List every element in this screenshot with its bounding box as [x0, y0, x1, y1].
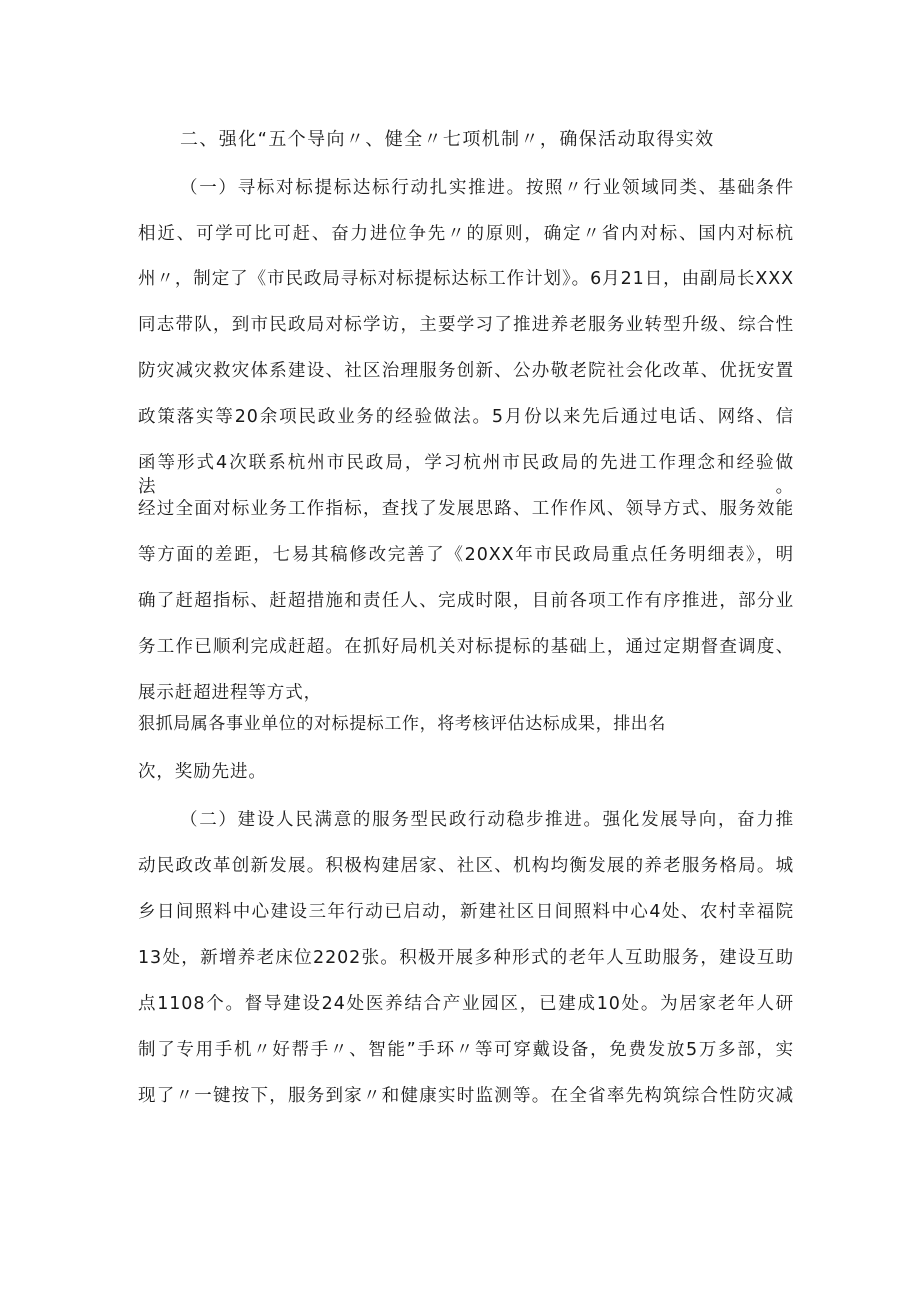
paragraph-line: 点1108个。督导建设24处医养结合产业园区，已建成10处。为居家老年人研 — [138, 994, 794, 1014]
paragraph-line: 展示赶超进程等方式， — [138, 683, 322, 703]
paragraph-line: 防灾减灾救灾体系建设、社区治理服务创新、公办敬老院社会化改革、优抚安置 — [138, 361, 794, 381]
paragraph-line: 等方面的差距，七易其稿修改完善了《20XX年市民政局重点任务明细表》，明 — [138, 545, 794, 565]
paragraph-line: 现了〃一键按下，服务到家〃和健康实时监测等。在全省率先构筑综合性防灾减 — [138, 1086, 794, 1106]
paragraph-line: 经过全面对标业务工作指标，查找了发展思路、工作作风、领导方式、服务效能 — [138, 499, 794, 519]
paragraph-line: 次，奖励先进。 — [138, 762, 267, 782]
paragraph-line: 乡日间照料中心建设三年行动已启动，新建社区日间照料中心4处、农村幸福院 — [138, 902, 794, 922]
paragraph-line: 同志带队，到市民政局对标学访，主要学习了推进养老服务业转型升级、综合性 — [138, 315, 794, 335]
paragraph-line: 务工作已顺利完成赶超。在抓好局机关对标提标的基础上，通过定期督查调度、 — [138, 637, 794, 657]
paragraph-line: 函等形式4次联系杭州市民政局，学习杭州市民政局的先进工作理念和经验做法。 — [138, 453, 794, 497]
paragraph-line: 制了专用手机〃好帮手〃、智能”手环〃等可穿戴设备，免费发放5万多部，实 — [138, 1040, 794, 1060]
paragraph-line: 动民政改革创新发展。积极构建居家、社区、机构均衡发展的养老服务格局。城 — [138, 856, 794, 876]
paragraph-line: 政策落实等20余项民政业务的经验做法。5月份以来先后通过电话、网络、信 — [138, 407, 794, 427]
paragraph-line: （一）寻标对标提标达标行动扎实推进。按照〃行业领域同类、基础条件 — [180, 178, 794, 198]
paragraph-line: （二）建设人民满意的服务型民政行动稳步推进。强化发展导向，奋力推 — [180, 810, 794, 830]
paragraph-line: 13处，新增养老床位2202张。积极开展多种形式的老年人互助服务，建设互助 — [138, 948, 794, 968]
paragraph-line: 州〃，制定了《市民政局寻标对标提标达标工作计划》。6月21日，由副局长XXX — [138, 269, 794, 289]
paragraph-line: 狠抓局属各事业单位的对标提标工作，将考核评估达标成果，排出名 — [138, 714, 666, 734]
section-heading: 二、强化“五个导向〃、健全〃七项机制〃，确保活动取得实效 — [180, 129, 715, 150]
paragraph-line: 相近、可学可比可赶、奋力进位争先〃的原则，确定〃省内对标、国内对标杭 — [138, 224, 794, 244]
paragraph-line: 确了赶超指标、赶超措施和责任人、完成时限，目前各项工作有序推进，部分业 — [138, 591, 794, 611]
